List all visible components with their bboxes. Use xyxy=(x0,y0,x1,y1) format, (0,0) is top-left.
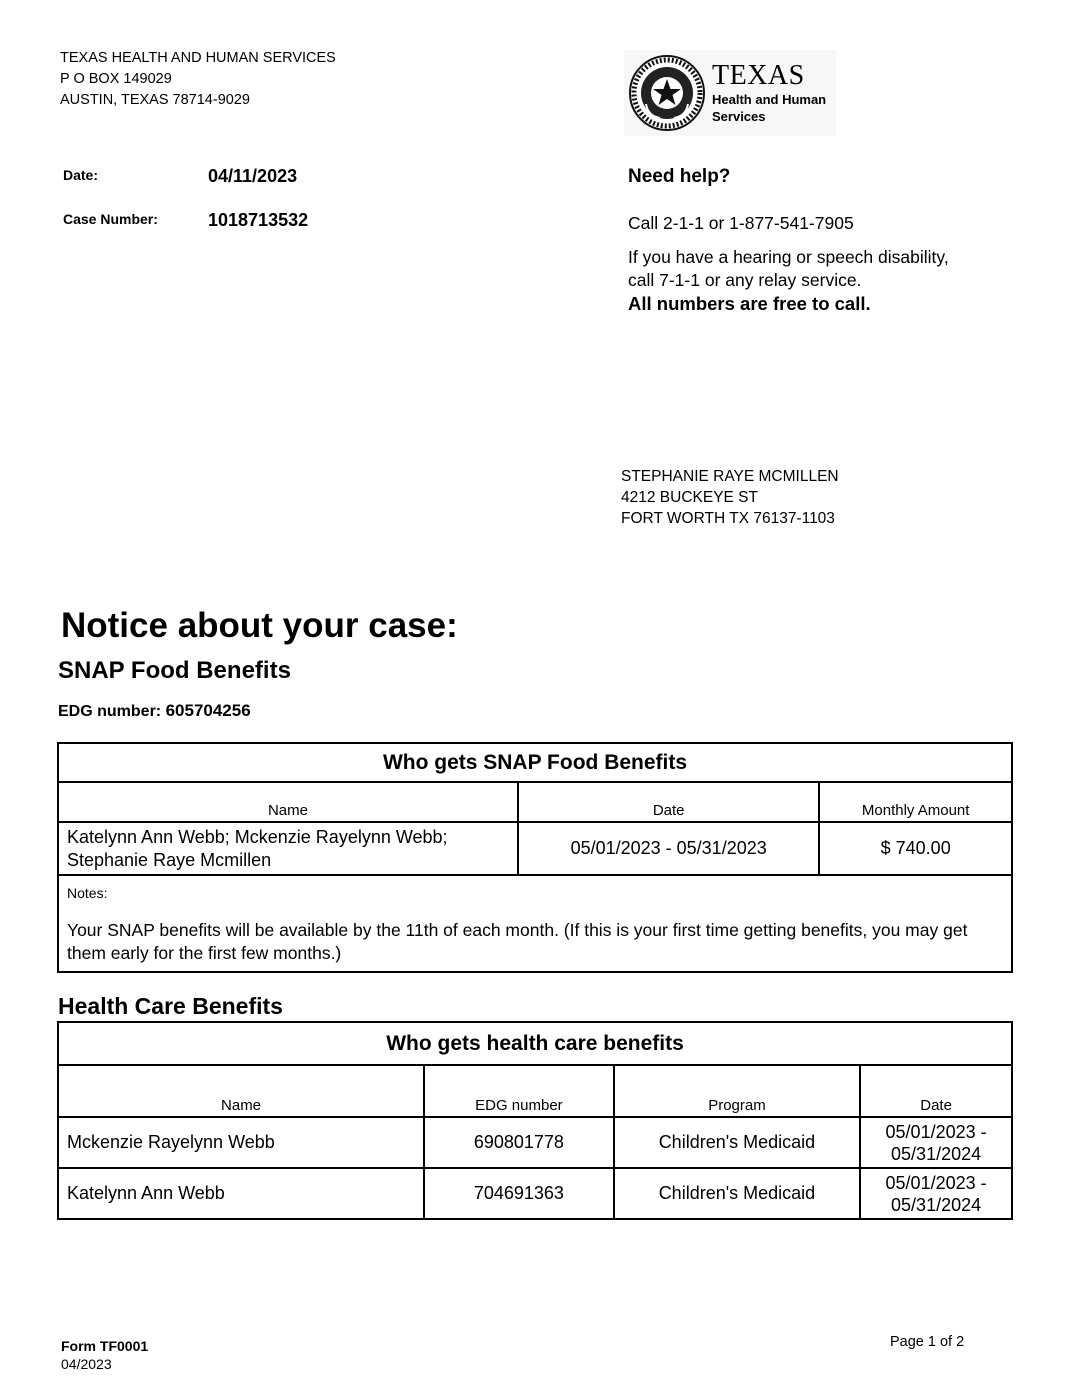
health-row-program: Children's Medicaid xyxy=(614,1168,860,1219)
table-row xyxy=(58,822,1012,875)
health-row-name: Katelynn Ann Webb xyxy=(58,1168,424,1219)
health-table-caption: Who gets health care benefits xyxy=(58,1022,1012,1065)
date-value: 04/11/2023 xyxy=(208,166,298,186)
snap-header-date: Date xyxy=(518,782,819,822)
snap-notes xyxy=(58,875,1012,972)
health-row-date xyxy=(860,1168,1012,1219)
health-row-date-end: 05/31/2024 xyxy=(891,1143,982,1164)
form-id xyxy=(61,1337,148,1373)
snap-row-date: 05/01/2023 - 05/31/2023 xyxy=(518,822,819,875)
logo-title: TEXAS xyxy=(712,60,805,91)
health-header-edg: EDG number xyxy=(424,1065,614,1117)
health-row-date-end: 05/31/2024 xyxy=(891,1194,982,1215)
edg-number xyxy=(58,701,251,721)
program-title: SNAP Food Benefits xyxy=(58,657,291,684)
snap-table-caption: Who gets SNAP Food Benefits xyxy=(58,743,1012,782)
health-row-program: Children's Medicaid xyxy=(614,1117,860,1168)
health-row-edg: 704691363 xyxy=(424,1168,614,1219)
health-care-title: Health Care Benefits xyxy=(58,993,283,1019)
date-label: Date: xyxy=(63,167,99,183)
snap-benefits-table xyxy=(57,742,1013,973)
help-hearing xyxy=(628,246,1008,315)
notice-title: Notice about your case: xyxy=(61,606,458,645)
notes-label: Notes: xyxy=(67,885,108,901)
snap-header-amount: Monthly Amount xyxy=(819,782,1012,822)
hhs-logo xyxy=(624,50,836,136)
snap-row-name-line-2: Stephanie Raye Mcmillen xyxy=(67,849,272,870)
logo-sub-1: Health and Human xyxy=(712,92,827,107)
case-number-label: Case Number: xyxy=(63,211,158,227)
health-row-edg: 690801778 xyxy=(424,1117,614,1168)
sender-address xyxy=(60,48,336,111)
logo-sub-2: Services xyxy=(712,109,766,124)
recipient-name: STEPHANIE RAYE MCMILLEN xyxy=(621,468,839,485)
page-number: Page 1 of 2 xyxy=(890,1334,965,1350)
health-header-program: Program xyxy=(614,1065,860,1117)
health-row-date-start: 05/01/2023 - xyxy=(885,1121,987,1142)
health-header-name: Name xyxy=(58,1065,424,1117)
help-phone: Call 2-1-1 or 1-877-541-7905 xyxy=(628,213,854,233)
sender-line-1: TEXAS HEALTH AND HUMAN SERVICES xyxy=(60,50,336,66)
snap-row-name xyxy=(58,822,518,875)
recipient-address xyxy=(621,466,839,529)
health-header-date: Date xyxy=(860,1065,1012,1117)
health-row-date-start: 05/01/2023 - xyxy=(885,1172,987,1193)
help-hearing-line-1: If you have a hearing or speech disability, xyxy=(628,247,949,267)
sender-line-3: AUSTIN, TEXAS 78714-9029 xyxy=(60,92,250,108)
help-hearing-line-2: call 7-1-1 or any relay service. xyxy=(628,270,862,290)
form-number: Form TF0001 xyxy=(61,1338,149,1354)
edg-label: EDG number: xyxy=(58,703,162,720)
sender-line-2: P O BOX 149029 xyxy=(60,71,172,87)
texas-seal-icon xyxy=(628,54,706,132)
help-free-note: All numbers are free to call. xyxy=(628,293,871,314)
table-row xyxy=(58,1117,1012,1168)
recipient-city: FORT WORTH TX 76137-1103 xyxy=(621,510,835,527)
notes-text: Your SNAP benefits will be available by the 11th of each month. (If this is your first time getting benefits, you may get them early for the first few months.) xyxy=(67,920,968,963)
case-number-value: 1018713532 xyxy=(208,210,309,230)
edg-value: 605704256 xyxy=(165,701,251,720)
table-row xyxy=(58,1168,1012,1219)
snap-row-amount: $ 740.00 xyxy=(819,822,1012,875)
snap-row-name-line-1: Katelynn Ann Webb; Mckenzie Rayelynn Webb; xyxy=(67,826,448,847)
health-row-name: Mckenzie Rayelynn Webb xyxy=(58,1117,424,1168)
health-benefits-table xyxy=(57,1021,1013,1220)
help-title: Need help? xyxy=(628,166,731,187)
health-row-date xyxy=(860,1117,1012,1168)
snap-header-name: Name xyxy=(58,782,518,822)
recipient-street: 4212 BUCKEYE ST xyxy=(621,489,758,506)
form-date: 04/2023 xyxy=(61,1356,112,1372)
